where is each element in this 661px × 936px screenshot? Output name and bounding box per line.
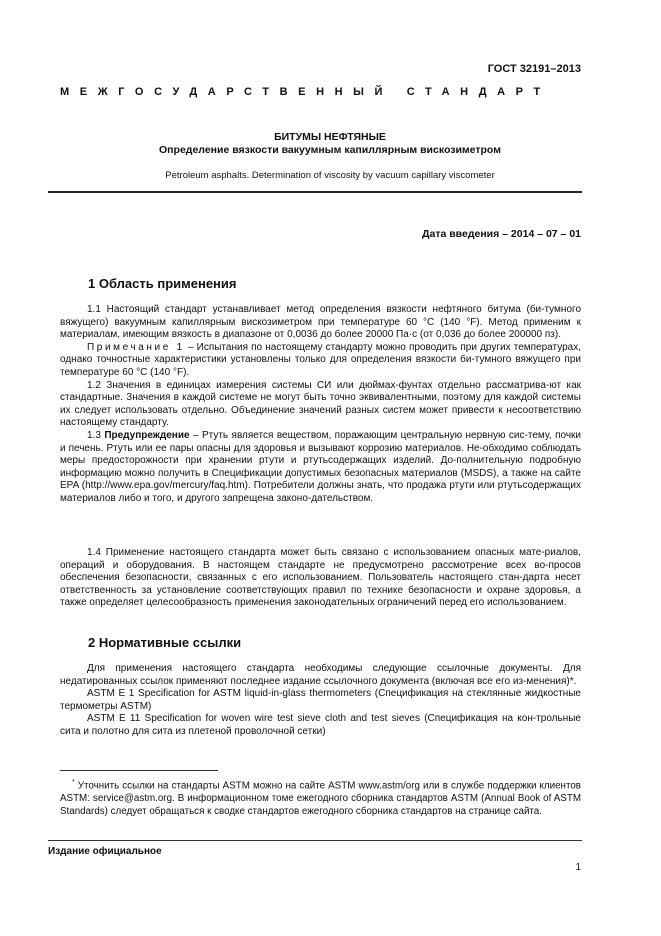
footnote-mark: * (72, 779, 75, 786)
page-number: 1 (575, 862, 581, 873)
references-intro: Для применения настоящего стандарта необходимы следующие ссылочные документы. Для недатированных ссылок применяют последнее издание ссылочного документа (включая все его из-менения)*. (60, 663, 581, 687)
note-1 (60, 342, 581, 380)
reference-astm-e1: ASTM E 1 Specification for ASTM liquid-in-glass thermometers (Спецификация на стеклянные жидкостные термометры ASTM) (60, 688, 581, 712)
clause-1-3-number: 1.3 (87, 429, 105, 441)
note-label: Примечание 1 (87, 341, 185, 353)
section-1-body (60, 304, 581, 506)
footer-divider (48, 840, 582, 841)
english-title: Petroleum asphalts. Determination of viscosity by vacuum capillary viscometer (165, 170, 495, 181)
reference-astm-e11: ASTM E 11 Specification for woven wire test sieve cloth and test sieves (Спецификация на кон-трольные сита и полотно для сита из плетеной проволочной сетки) (60, 713, 581, 737)
edition-label: Издание официальное (48, 846, 162, 857)
document-title: БИТУМЫ НЕФТЯНЫЕ (274, 131, 386, 143)
warning-label: Предупреждение (104, 429, 190, 441)
document-subtitle: Определение вязкости вакуумным капиллярным вискозиметром (159, 144, 501, 156)
section-1-heading: 1 Область применения (88, 276, 237, 291)
note-text: – Испытания по настоящему стандарту можно проводить при других температурах, однако точностные характеристики установлены только для определения вязкости би-тумного вяжущего при температуре 60 °С (140 °F). (60, 341, 582, 378)
clause-1-3 (60, 430, 581, 506)
clause-1-3-text: – Ртуть является веществом, поражающим центральную нервную сис-тему, почки и печень. Ртуть или ее пары опасны для здоровья и вызывают коррозию материалов. Не-обходимо соблюдать меры предосторожности при хранении ртути и ртутьсодержащих изделий. До-полнительную подробную информацию можно получить в Спецификации допустимых безопасных материалов (MSDS), а также на сайте EPA (http://www.epa.gov/mercury/faq.htm). Потребители должны знать, что продажа ртути или ртутьсодержащих материалов либо и того, и другого запрещена законо-дательством. (60, 429, 581, 504)
introduction-date: Дата введения – 2014 – 07 – 01 (422, 228, 581, 240)
footnote-text: Уточнить ссылки на стандарты ASTM можно на сайте ASTM www.astm/org или в службе поддержки клиентов ASTM: service@astm.org. В информационном томе ежегодного сборника стандартов ASTM (Annual Book of ASTM Standards) следует обращаться к сводке стандартов ежегодного сборника стандартов на странице сайта. (60, 780, 581, 818)
section-2-body (60, 663, 581, 739)
section-2-heading: 2 Нормативные ссылки (88, 635, 242, 650)
clause-1-4-block (60, 547, 581, 610)
clause-1-1: 1.1 Настоящий стандарт устанавливает метод определения вязкости нефтяного битума (би-тумного вяжущего) вакуумным капиллярным вискозиметром при температуре 60 °С (140 °F). Метод применим к материалам, имеющим вязкость в диапазоне от 0,0036 до более 20000 Па·с (от 0,036 до более 200000 пз). (60, 304, 581, 341)
clause-1-2: 1.2 Значения в единицах измерения системы СИ или дюймах-фунтах отдельно рассматрива-ют как стандартные. Значения в каждой системе не могут быть точно эквивалентными, поэтому для каждой системы их следует использовать отдельно. Объединение значений разных систем может привести к несоответствию настоящему стандарту. (60, 379, 581, 429)
standard-banner: МЕЖГОСУДАРСТВЕННЫЙ СТАНДАРТ (60, 86, 551, 98)
footnote (60, 776, 581, 818)
title-divider (48, 191, 582, 193)
standard-code: ГОСТ 32191–2013 (487, 63, 581, 75)
footnote-divider (60, 770, 218, 771)
clause-1-4: 1.4 Применение настоящего стандарта может быть связано с использованием опасных мате-риалов, операций и оборудования. В настоящем стандарте не предусмотрено рассмотрение всех во-просов обеспечения безопасности, связанных с его использованием. Пользователь настоящего стан-дарта несет ответственность за установление соответствующих правил по технике безопасности и охране здоровья, а также определяет целесообразность применения законодательных ограничений перед его использованием. (60, 547, 581, 609)
